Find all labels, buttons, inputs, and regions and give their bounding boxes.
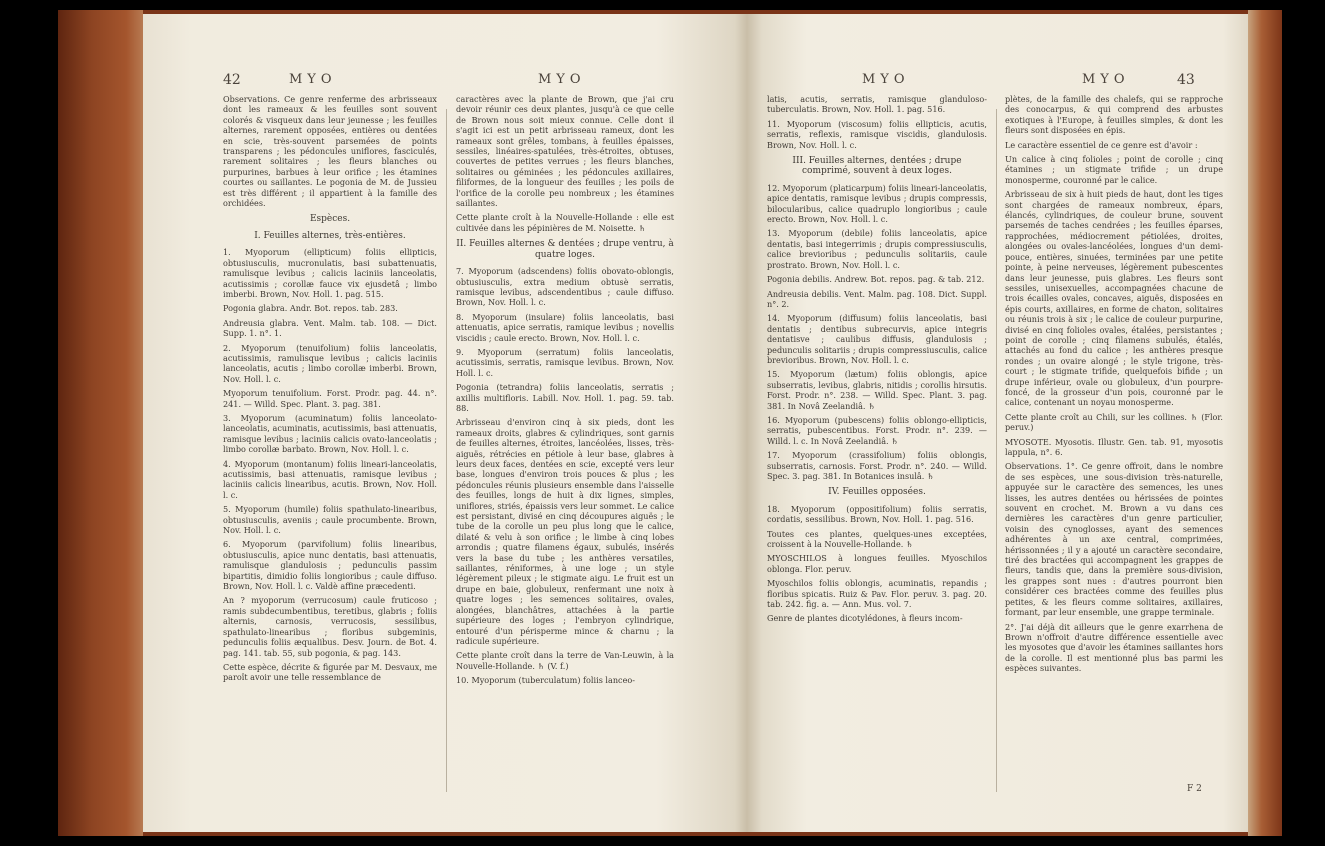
signature-mark: F 2 — [1187, 784, 1202, 794]
running-head-right-1: MYO — [862, 72, 910, 87]
paragraph: 8. Myoporum (insulare) foliis lanceolatis, basi attenuatis, apice serratis, ramique levibus ; novellis viscidis ; caule erecto. Brown, Nov. Holl. l. c. — [456, 311, 674, 343]
paragraph: Genre de plantes dicotylédones, à fleurs incom- — [767, 613, 963, 624]
section-heading: II. Feuilles alternes & dentées ; drupe ventru, à quatre loges. — [456, 239, 674, 260]
page-number-right: 43 — [1177, 72, 1195, 88]
running-head-left-1: MYO — [289, 72, 337, 87]
column-rule — [996, 109, 997, 792]
book-spread — [58, 10, 1282, 836]
paragraph: Observations. 1°. Ce genre offroit, dans le nombre de ses espèces, une sous-division très-naturelle, appuyée sur le caractère des semences, les unes lisses, les autres dentées ou hérissées de pointes souvent en crochet. M. Brown a vu dans ces dernières les caractères d'un genre particulier, voisin des cynoglosses, ayant des semences adhérentes à un axe central, comprimées, hérissonnées ; il y a ajouté un caractère secondaire, tiré des bractées qui accompagnent les grappes de fleurs, tandis que, dans la première sous-division, les grappes sont nues : d'autres pourront bien considérer ces bractées comme des feuilles plus petites, & les fleurs comme solitaires, axillaires, formant, par leur ensemble, une grappe terminale. — [1005, 461, 1223, 618]
paragraph: MYOSCHILOS à longues feuilles. Myoschilos oblonga. Flor. peruv. — [767, 553, 987, 574]
paragraph: 2°. J'ai déjà dit ailleurs que le genre exarrhena de Brown n'offroit d'autre différence essentielle avec les myosotes que d'avoir les étamines saillantes hors de la corolle. Il est mentionné plus bas parmi les espèces suivantes. — [1005, 621, 1223, 674]
paragraph: 12. Myoporum (platicarpum) foliis lineari-lanceolatis, apice dentatis, ramisque levibus ; drupis compressis, bilocularibus, calice quadruplo longioribus ; caule erecto. Brown, Nov. Holl. l. c. — [767, 182, 987, 225]
left-cover-edge — [58, 10, 143, 836]
paragraph: Andreusia glabra. Vent. Malm. tab. 108. — Dict. Supp. 1. n°. 1. — [223, 317, 437, 339]
right-page — [747, 14, 1248, 832]
paragraph: Myoschilos foliis oblongis, acuminatis, repandis ; floribus spicatis. Ruiz & Pav. Flor. peruv. 3. pag. 20. tab. 242. fig. a. — Ann. Mus. vol. 7. — [767, 578, 987, 610]
paragraph: 16. Myoporum (pubescens) foliis oblongo-ellipticis, serratis, pubescentibus. Forst. Prodr. n°. 239. — Willd. l. c. In Novâ Zeelandiâ. ♄ — [767, 414, 987, 446]
paragraph: Pogonia (tetrandra) foliis lanceolatis, serratis ; axillis multifloris. Labill. Nov. Holl. 1. pag. 59. tab. 88. — [456, 382, 674, 413]
paragraph: An ? myoporum (verrucosum) caule fruticoso ; ramis subdecumbentibus, teretibus, glabris ; foliis alternis, carnosis, verrucosis, sessilibus, spathulato-linearibus ; floribus subgeminis, pedunculis foliis æqualibus. Desv. Journ. de Bot. 4. pag. 141. tab. 55, sub pogonia, & pag. 143. — [223, 595, 437, 658]
paragraph: 2. Myoporum (tenuifolium) foliis lanceolatis, acutissimis, ramulisque levibus ; calicis laciniis lanceolatis, acutis ; limbo corollæ imberbi. Brown, Nov. Holl. l. c. — [223, 342, 437, 384]
running-head-right-2: MYO — [1082, 72, 1130, 87]
running-head-left-2: MYO — [538, 72, 586, 87]
right-page-column-1 — [767, 94, 987, 628]
left-page-column-2 — [456, 94, 674, 690]
paragraph: Cette plante croît au Chili, sur les collines. ♄ (Flor. peruv.) — [1005, 411, 1223, 433]
paragraph: Pogonia debilis. Andrew. Bot. repos. pag. & tab. 212. — [767, 274, 985, 285]
paragraph: plètes, de la famille des chalefs, qui se rapproche des conocarpus, & qui comprend des arbustes exotiques à l'Europe, à feuilles simples, & dont les fleurs sont disposées en épis. — [1005, 94, 1223, 136]
paragraph: caractères avec la plante de Brown, que j'ai cru devoir réunir ces deux plantes, jusqu'à ce que celle de Brown nous soit mieux connue. Celle dont il s'agit ici est un petit arbrisseau rameux, dont les rameaux sont grêles, tombans, à feuilles épaisses, sessiles, linéaires-spatulées, très-étroites, obtuses, couvertes de petites verrues ; les fleurs blanches, solitaires ou géminées ; les pédoncules axillaires, filiformes, de la longueur des feuilles ; les poils de l'orifice de la corolle peu nombreux ; les étamines saillantes. — [456, 94, 674, 209]
section-heading: III. Feuilles alternes, dentées ; drupe comprimé, souvent à deux loges. — [792, 156, 962, 177]
paragraph: Toutes ces plantes, quelques-unes exceptées, croissent à la Nouvelle-Hollande. ♄ — [767, 528, 987, 550]
paragraph: 10. Myoporum (tuberculatum) foliis lanceo- — [456, 675, 635, 686]
paragraph: Pogonia glabra. Andr. Bot. repos. tab. 283. — [223, 303, 398, 314]
paragraph: latis, acutis, serratis, ramisque glanduloso-tuberculatis. Brown, Nov. Holl. 1. pag. 516. — [767, 94, 987, 115]
paragraph: 1. Myoporum (ellipticum) foliis ellipticis, obtusiusculis, mucronulatis, basi subattenuatis, ramulisque levibus ; calicis laciniis lanceolatis, acutissimis ; corollæ fauce vix ejusdetâ ; limbo imberbi. Brown, Nov. Holl. 1. pag. 515. — [223, 247, 437, 299]
paragraph: MYOSOTE. Myosotis. Illustr. Gen. tab. 91, myosotis lappula, n°. 6. — [1005, 436, 1223, 457]
paragraph: 6. Myoporum (parvifolium) foliis linearibus, obtusiusculis, apice nunc dentatis, basi attenuatis, ramulisque glandulosis ; pedunculis passim bipartitis, dimidio foliis longioribus ; caule diffuso. Brown, Nov. Holl. l. c. Valdè affine præcedenti. — [223, 539, 437, 592]
paragraph: Observations. Ce genre renferme des arbrisseaux dont les rameaux & les feuilles sont souvent colorés & visqueux dans leur jeunesse ; les feuilles alternes, rarement opposées, entières ou dentées en scie, très-souvent parsemées de points transparens ; les pédoncules uniflores, fasciculés, rarement solitaires ; les fleurs blanches ou purpurines, barbues à leur orifice ; les étamines courtes ou saillantes. Le pogonia de M. de Jussieu est très différent ; il appartient à la famille des orchidées. — [223, 94, 437, 209]
paragraph: Un calice à cinq folioles ; point de corolle ; cinq étamines ; un stigmate trifide ; un drupe monosperme, couronné par le calice. — [1005, 154, 1223, 185]
column-rule — [446, 109, 447, 792]
paragraph: 11. Myoporum (viscosum) foliis ellipticis, acutis, serratis, reflexis, ramisque viscidis, glandulosis. Brown, Nov. Holl. l. c. — [767, 118, 987, 150]
right-page-column-2 — [1005, 94, 1223, 678]
paragraph: 17. Myoporum (crassifolium) foliis oblongis, subserratis, carnosis. Forst. Prodr. n°. 240. — Willd. Spec. 3. pag. 381. In Botanices insulâ. ♄ — [767, 450, 987, 481]
left-page-column-1 — [223, 94, 437, 687]
paragraph: 3. Myoporum (acuminatum) foliis lanceolato-lanceolatis, acuminatis, acutissimis, basi attenuatis, ramisque levibus ; laciniis calicis ovato-lanceolatis ; limbo corollæ barbato. Brown, Nov. Holl. l. c. — [223, 412, 437, 455]
section-heading: Espèces. — [309, 214, 351, 225]
paragraph: Arbrisseau de six à huit pieds de haut, dont les tiges sont chargées de rameaux nombreux, épars, élancés, cylindriques, de couleur brune, souvent parsemés de taches cendrées ; les feuilles éparses, rapprochées, médiocrement pétiolées, droites, alongées ou ovales-lancéolées, longues d'un demi-pouce, entières, sinuées, terminées par une petite pointe, à peine nerveuses, légèrement pubescentes dans leur jeunesse, puis glabres. Les fleurs sont sessiles, unisexuelles, accompagnées chacune de trois écailles ovales, concaves, aiguës, disposées en épis courts, axillaires, en forme de chaton, solitaires ou réunis trois à six ; le calice de couleur purpurine, divisé en cinq folioles ovales, étalées, persistantes ; point de corolle ; cinq filamens subulés, étalés, attachés au fond du calice ; les anthères presque rondes ; un ovaire alongé ; le style trigone, très-court ; le stigmate trifide, quelquefois bifide ; un drupe inférieur, ovale ou globuleux, d'un pourpre-foncé, de la grosseur d'un pois, couronné par le calice, contenant un noyau monosperme. — [1005, 189, 1223, 408]
page-number-left: 42 — [223, 72, 241, 88]
paragraph: Cette plante croît dans la terre de Van-Leuwin, à la Nouvelle-Hollande. ♄ (V. f.) — [456, 650, 674, 671]
paragraph: Cette plante croît à la Nouvelle-Hollande : elle est cultivée dans les pépinières de M. Noisette. ♄ — [456, 212, 674, 233]
right-cover-edge — [1248, 10, 1282, 836]
paragraph: 7. Myoporum (adscendens) foliis obovato-oblongis, obtusiusculis, extra medium obtusè serratis, ramisque levibus, adscendentibus ; caule diffuso. Brown, Nov. Holl. l. c. — [456, 266, 674, 308]
paragraph: 14. Myoporum (diffusum) foliis lanceolatis, basi dentatis ; dentibus subrecurvis, apice integris dentatisve ; caulibus diffusis, glandulosis ; pedunculis solitariis ; drupis compressiusculis, calice brevioribus. Brown, Nov. Holl. l. c. — [767, 313, 987, 365]
paragraph: 5. Myoporum (humile) foliis spathulato-linearibus, obtusiusculis, aveniis ; caule procumbente. Brown, Nov. Holl. l. c. — [223, 504, 437, 536]
paragraph: 9. Myoporum (serratum) foliis lanceolatis, acutissimis, serratis, ramisque levibus. Brown, Nov. Holl. l. c. — [456, 346, 674, 378]
paragraph: Andreusia debilis. Vent. Malm. pag. 108. Dict. Suppl. n°. 2. — [767, 288, 987, 309]
section-heading: I. Feuilles alternes, très-entières. — [254, 230, 406, 241]
paragraph: Le caractère essentiel de ce genre est d'avoir : — [1005, 139, 1198, 150]
paragraph: 15. Myoporum (lætum) foliis oblongis, apice subserratis, levibus, glabris, nitidis ; corollis hirsutis. Forst. Prodr. n°. 238. — Willd. Spec. Plant. 3. pag. 381. In Novâ Zeelandiâ. ♄ — [767, 369, 987, 411]
paragraph: Myoporum tenuifolium. Forst. Prodr. pag. 44. n°. 241. — Willd. Spec. Plant. 3. pag. 381. — [223, 388, 437, 409]
paragraph: Arbrisseau d'environ cinq à six pieds, dont les rameaux droits, glabres & cylindriques, sont garnis de feuilles alternes, étroites, lancéolées, lisses, très-aiguës, rétrécies en pétiole à leur base, glabres à leurs deux faces, dentées en scie, excepté vers leur base, longues d'environ trois pouces & plus ; les pédoncules réunis plusieurs ensemble dans l'aisselle des feuilles, longs de huit à dix lignes, simples, uniflores, striés, épaissis vers leur sommet. Le calice est persistant, divisé en cinq découpures aiguës ; le tube de la corolle un peu plus long que le calice, dilaté & velu à son orifice ; le limbe à cinq lobes arrondis ; quatre filamens égaux, subulés, insérés vers la base du tube ; les anthères versatiles, saillantes, réniformes, à une loge ; un style légèrement pileux ; le stigmate aigu. Le fruit est un drupe en baie, globuleux, renfermant une noix à quatre loges ; les semences solitaires, ovales, alongées, blanchâtres, attachées à la partie supérieure des loges ; l'embryon cylindrique, entouré d'un périsperme mince & charnu ; la radicule supérieure. — [456, 417, 674, 646]
paragraph: Cette espèce, décrite & figurée par M. Desvaux, me paroît avoir une telle ressemblance de — [223, 661, 437, 683]
paragraph: 13. Myoporum (debile) foliis lanceolatis, apice dentatis, basi integerrimis ; drupis compressiusculis, calice brevioribus ; pedunculis solitariis, caule prostrato. Brown, Nov. Holl. l. c. — [767, 228, 987, 270]
left-page — [143, 14, 747, 832]
paragraph: 4. Myoporum (montanum) foliis lineari-lanceolatis, acutissimis, basi attenuatis, ramisque levibus ; laciniis calicis linearibus, acutis. Brown, Nov. Holl. l. c. — [223, 458, 437, 500]
paragraph: 18. Myoporum (oppositifolium) foliis serratis, cordatis, sessilibus. Brown, Nov. Holl. 1. pag. 516. — [767, 503, 987, 525]
section-heading: IV. Feuilles opposées. — [828, 487, 926, 498]
